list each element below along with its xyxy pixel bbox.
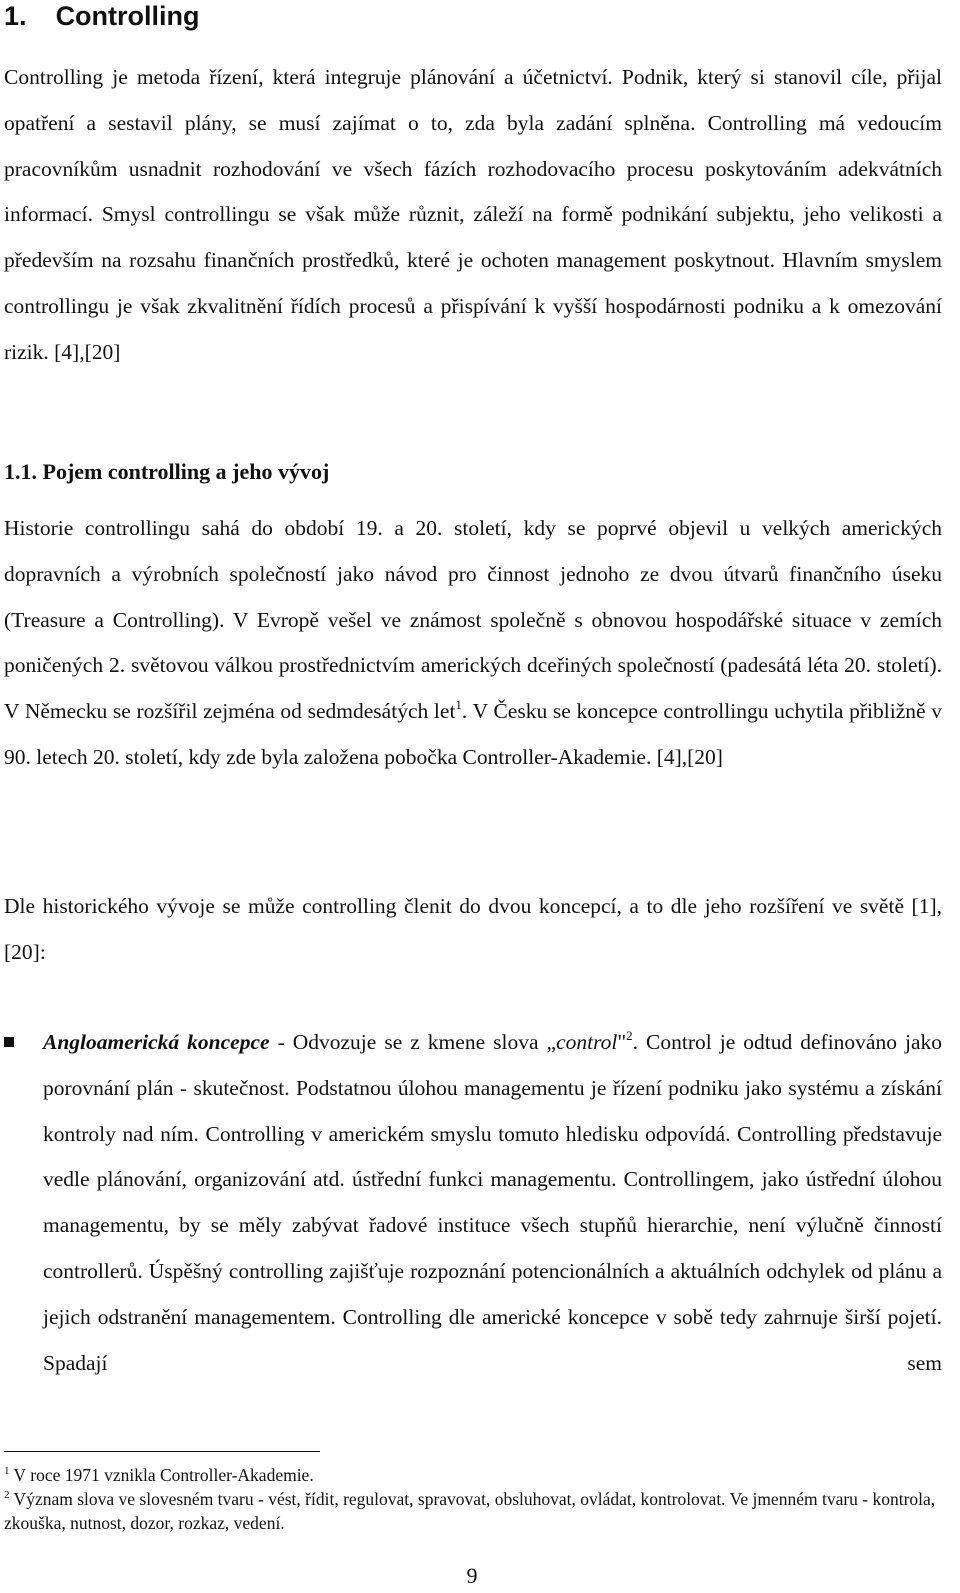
- concept-term: Angloamerická koncepce: [43, 1030, 270, 1054]
- footnote-2: [4, 1487, 944, 1535]
- concepts-intro-paragraph: Dle historického vývoje se může controlling členit do dvou koncepcí, a to dle jeho rozšíření ve světě [1],[20]:: [4, 894, 942, 964]
- history-text-end: . V Česku se koncepce controllingu uchytila přibližně v 90. letech 20. století, kdy zde byla založena pobočka Controller-Akademie. [4],[20]: [4, 699, 942, 769]
- footnote-1-marker: 1: [4, 1465, 10, 1477]
- section-heading: [4, 458, 329, 486]
- chapter-title: Controlling: [55, 1, 200, 31]
- section-title: Pojem controlling a jeho vývoj: [42, 459, 330, 484]
- chapter-number: 1.: [4, 1, 27, 31]
- footnote-ref-1[interactable]: 1: [455, 697, 462, 713]
- footnote-2-text: Význam slova ve slovesném tvaru - vést, řídit, regulovat, spravovat, obsluhovat, ovládat, kontrolovat. Ve jmenném tvaru - kontrola, zkouška, nutnost, dozor, rozkaz, vedení.: [4, 1489, 936, 1533]
- history-paragraph: [4, 506, 942, 781]
- footnote-divider: [4, 1451, 320, 1452]
- concept-dash: - Odvozuje se z kmene slova „: [269, 1030, 557, 1054]
- bullet-text: [43, 1020, 942, 1386]
- chapter-heading: [4, 0, 200, 33]
- page-number: 9: [466, 1563, 478, 1588]
- intro-paragraph: Controlling je metoda řízení, která integruje plánování a účetnictví. Podnik, který si stanovil cíle, přijal opatření a sestavil plány, se musí zajímat o to, zda byla zadání splněna. Controlling má vedoucím pracovníkům usnadnit rozhodování ve všech fázích rozhodovacího procesu poskytováním adekvátních informací. Smysl controllingu se však může různit, záleží na formě podnikání subjektu, jeho velikosti a především na rozsahu finančních prostředků, které je ochoten management poskytnout. Hlavním smyslem controllingu je však zkvalitnění řídích procesů a přispívání k vyšší hospodárnosti podniku a k omezování rizik. [4],[20]: [4, 65, 942, 364]
- section-number: 1.1.: [4, 459, 37, 484]
- concept-word: control: [556, 1030, 618, 1054]
- footnote-ref-2[interactable]: 2: [626, 1028, 633, 1043]
- footnotes: [4, 1463, 944, 1535]
- footnote-2-marker: 2: [4, 1489, 10, 1501]
- footnote-1: [4, 1463, 944, 1487]
- footnote-1-text: V roce 1971 vznikla Controller-Akademie.: [9, 1465, 314, 1485]
- concept-description: . Control je odtud definováno jako porovnání plán - skutečnost. Podstatnou úlohou managementu je řízení podniku jako systému a získání kontroly nad ním. Controlling v americkém smyslu tomuto hledisku odpovídá. Controlling představuje vedle plánování, organizování atd. ústřední funkci managementu. Controllingem, jako ústřední úlohou managementu, by se měly zabývat řadové instituce všech stupňů hierarchie, není výlučně činností controllerů. Úspěšný controlling zajišťuje rozpoznání potencionálních a aktuálních odchylek od plánu a jejich odstranění managementem. Controlling dle americké koncepce v sobě tedy zahrnuje širší pojetí. Spadají sem: [43, 1030, 942, 1375]
- concept-close-quote: ": [617, 1030, 627, 1054]
- history-text-start: Historie controllingu sahá do období 19. a 20. století, kdy se poprvé objevil u velkých amerických dopravních a výrobních společností jako návod pro činnost jednoho ze dvou útvarů finančního úseku (Treasure a Controlling). V Evropě vešel ve známost společně s obnovou hospodářské situace v zemích poničených 2. světovou válkou prostřednictvím amerických dceřiných společností (padesátá léta 20. století). V Německu se rozšířil zejména od sedmdesátých let: [4, 516, 942, 724]
- square-bullet-icon: [4, 1037, 14, 1047]
